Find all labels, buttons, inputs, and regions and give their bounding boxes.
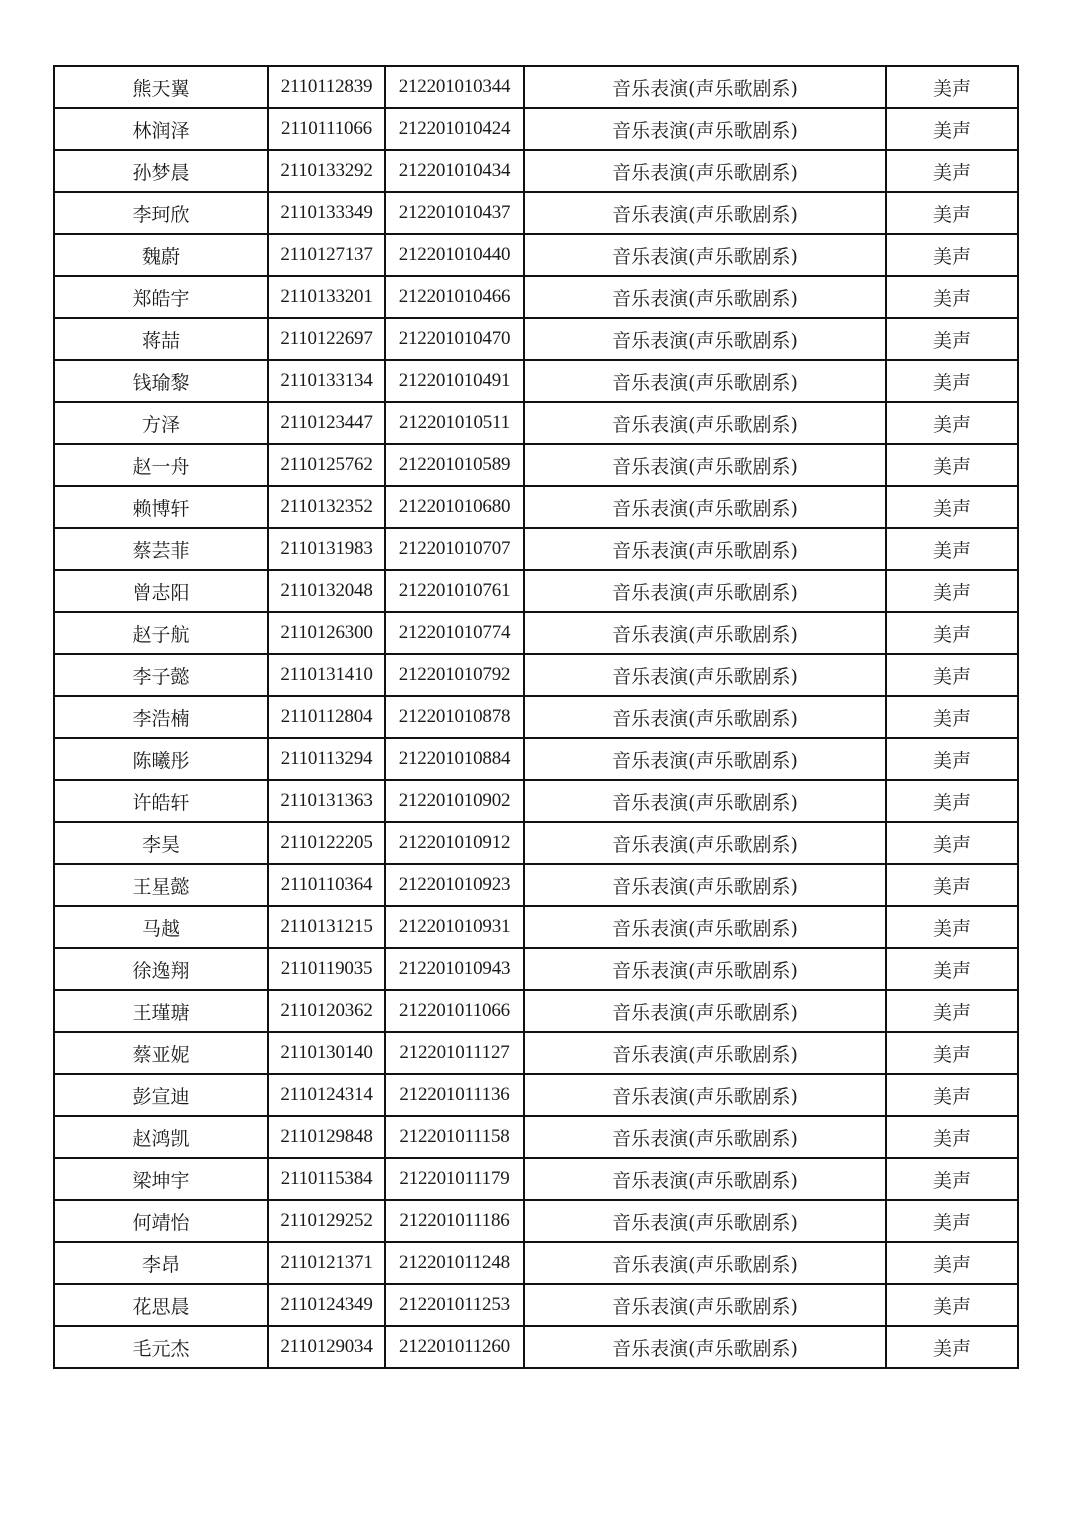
table-row — [54, 528, 1018, 570]
direction-cell: 美声 — [886, 276, 1018, 318]
direction-cell: 美声 — [886, 318, 1018, 360]
registration-number-cell: 212201010470 — [385, 318, 524, 360]
exam-number-cell: 2110132048 — [268, 570, 385, 612]
exam-number-cell: 2110133349 — [268, 192, 385, 234]
direction-cell: 美声 — [886, 696, 1018, 738]
registration-number-cell: 212201011158 — [385, 1116, 524, 1158]
roster-body — [54, 66, 1018, 1368]
major-cell: 音乐表演(声乐歌剧系) — [524, 1200, 886, 1242]
major-cell: 音乐表演(声乐歌剧系) — [524, 150, 886, 192]
exam-number-cell: 2110120362 — [268, 990, 385, 1032]
exam-number-cell: 2110132352 — [268, 486, 385, 528]
direction-cell: 美声 — [886, 612, 1018, 654]
major-cell: 音乐表演(声乐歌剧系) — [524, 486, 886, 528]
direction-cell: 美声 — [886, 1074, 1018, 1116]
major-cell: 音乐表演(声乐歌剧系) — [524, 864, 886, 906]
exam-number-cell: 2110110364 — [268, 864, 385, 906]
exam-number-cell: 2110127137 — [268, 234, 385, 276]
direction-cell: 美声 — [886, 780, 1018, 822]
table-row — [54, 1032, 1018, 1074]
direction-cell: 美声 — [886, 864, 1018, 906]
major-cell: 音乐表演(声乐歌剧系) — [524, 192, 886, 234]
exam-number-cell: 2110115384 — [268, 1158, 385, 1200]
major-cell: 音乐表演(声乐歌剧系) — [524, 738, 886, 780]
exam-number-cell: 2110129034 — [268, 1326, 385, 1368]
exam-number-cell: 2110124314 — [268, 1074, 385, 1116]
registration-number-cell: 212201010589 — [385, 444, 524, 486]
table-row — [54, 1116, 1018, 1158]
exam-number-cell: 2110123447 — [268, 402, 385, 444]
direction-cell: 美声 — [886, 822, 1018, 864]
exam-number-cell: 2110131215 — [268, 906, 385, 948]
student-name-cell: 蔡芸菲 — [54, 528, 268, 570]
table-row — [54, 192, 1018, 234]
major-cell: 音乐表演(声乐歌剧系) — [524, 948, 886, 990]
major-cell: 音乐表演(声乐歌剧系) — [524, 1284, 886, 1326]
direction-cell: 美声 — [886, 66, 1018, 108]
registration-number-cell: 212201011253 — [385, 1284, 524, 1326]
student-name-cell: 陈曦彤 — [54, 738, 268, 780]
direction-cell: 美声 — [886, 192, 1018, 234]
exam-number-cell: 2110124349 — [268, 1284, 385, 1326]
registration-number-cell: 212201010902 — [385, 780, 524, 822]
direction-cell: 美声 — [886, 402, 1018, 444]
table-row — [54, 570, 1018, 612]
direction-cell: 美声 — [886, 570, 1018, 612]
student-name-cell: 李昊 — [54, 822, 268, 864]
direction-cell: 美声 — [886, 990, 1018, 1032]
student-name-cell: 梁坤宇 — [54, 1158, 268, 1200]
registration-number-cell: 212201010707 — [385, 528, 524, 570]
exam-number-cell: 2110121371 — [268, 1242, 385, 1284]
student-name-cell: 钱瑜黎 — [54, 360, 268, 402]
exam-number-cell: 2110131363 — [268, 780, 385, 822]
registration-number-cell: 212201010466 — [385, 276, 524, 318]
student-name-cell: 花思晨 — [54, 1284, 268, 1326]
direction-cell: 美声 — [886, 150, 1018, 192]
registration-number-cell: 212201010680 — [385, 486, 524, 528]
registration-number-cell: 212201011260 — [385, 1326, 524, 1368]
major-cell: 音乐表演(声乐歌剧系) — [524, 360, 886, 402]
registration-number-cell: 212201010923 — [385, 864, 524, 906]
student-name-cell: 毛元杰 — [54, 1326, 268, 1368]
student-name-cell: 蒋喆 — [54, 318, 268, 360]
table-row — [54, 612, 1018, 654]
major-cell: 音乐表演(声乐歌剧系) — [524, 612, 886, 654]
direction-cell: 美声 — [886, 444, 1018, 486]
student-name-cell: 赵一舟 — [54, 444, 268, 486]
major-cell: 音乐表演(声乐歌剧系) — [524, 696, 886, 738]
table-row — [54, 990, 1018, 1032]
student-name-cell: 王瑾瑭 — [54, 990, 268, 1032]
student-name-cell: 许皓轩 — [54, 780, 268, 822]
direction-cell: 美声 — [886, 1158, 1018, 1200]
registration-number-cell: 212201011066 — [385, 990, 524, 1032]
major-cell: 音乐表演(声乐歌剧系) — [524, 444, 886, 486]
student-name-cell: 孙梦晨 — [54, 150, 268, 192]
table-row — [54, 1158, 1018, 1200]
major-cell: 音乐表演(声乐歌剧系) — [524, 1242, 886, 1284]
table-row — [54, 276, 1018, 318]
direction-cell: 美声 — [886, 528, 1018, 570]
direction-cell: 美声 — [886, 1284, 1018, 1326]
major-cell: 音乐表演(声乐歌剧系) — [524, 822, 886, 864]
table-row — [54, 738, 1018, 780]
registration-number-cell: 212201010424 — [385, 108, 524, 150]
exam-number-cell: 2110131983 — [268, 528, 385, 570]
registration-number-cell: 212201010912 — [385, 822, 524, 864]
registration-number-cell: 212201010884 — [385, 738, 524, 780]
registration-number-cell: 212201010943 — [385, 948, 524, 990]
direction-cell: 美声 — [886, 1326, 1018, 1368]
student-name-cell: 王星懿 — [54, 864, 268, 906]
table-row — [54, 402, 1018, 444]
table-row — [54, 444, 1018, 486]
registration-number-cell: 212201011179 — [385, 1158, 524, 1200]
exam-number-cell: 2110111066 — [268, 108, 385, 150]
exam-number-cell: 2110131410 — [268, 654, 385, 696]
major-cell: 音乐表演(声乐歌剧系) — [524, 906, 886, 948]
exam-number-cell: 2110133134 — [268, 360, 385, 402]
registration-number-cell: 212201011186 — [385, 1200, 524, 1242]
student-name-cell: 马越 — [54, 906, 268, 948]
registration-number-cell: 212201010437 — [385, 192, 524, 234]
student-name-cell: 彭宣迪 — [54, 1074, 268, 1116]
student-name-cell: 李浩楠 — [54, 696, 268, 738]
student-name-cell: 林润泽 — [54, 108, 268, 150]
direction-cell: 美声 — [886, 738, 1018, 780]
major-cell: 音乐表演(声乐歌剧系) — [524, 1116, 886, 1158]
table-row — [54, 360, 1018, 402]
student-name-cell: 何靖怡 — [54, 1200, 268, 1242]
student-name-cell: 蔡亚妮 — [54, 1032, 268, 1074]
major-cell: 音乐表演(声乐歌剧系) — [524, 276, 886, 318]
registration-number-cell: 212201010774 — [385, 612, 524, 654]
table-row — [54, 150, 1018, 192]
exam-number-cell: 2110133201 — [268, 276, 385, 318]
direction-cell: 美声 — [886, 1116, 1018, 1158]
table-row — [54, 1284, 1018, 1326]
student-name-cell: 郑皓宇 — [54, 276, 268, 318]
student-name-cell: 赖博轩 — [54, 486, 268, 528]
student-name-cell: 李昂 — [54, 1242, 268, 1284]
student-name-cell: 方泽 — [54, 402, 268, 444]
registration-number-cell: 212201010440 — [385, 234, 524, 276]
direction-cell: 美声 — [886, 906, 1018, 948]
student-name-cell: 曾志阳 — [54, 570, 268, 612]
student-name-cell: 赵子航 — [54, 612, 268, 654]
table-row — [54, 66, 1018, 108]
roster-table — [53, 65, 1019, 1369]
major-cell: 音乐表演(声乐歌剧系) — [524, 66, 886, 108]
table-row — [54, 1326, 1018, 1368]
direction-cell: 美声 — [886, 486, 1018, 528]
registration-number-cell: 212201010878 — [385, 696, 524, 738]
table-row — [54, 1242, 1018, 1284]
exam-number-cell: 2110119035 — [268, 948, 385, 990]
direction-cell: 美声 — [886, 108, 1018, 150]
major-cell: 音乐表演(声乐歌剧系) — [524, 402, 886, 444]
major-cell: 音乐表演(声乐歌剧系) — [524, 1032, 886, 1074]
major-cell: 音乐表演(声乐歌剧系) — [524, 234, 886, 276]
table-row — [54, 234, 1018, 276]
table-row — [54, 906, 1018, 948]
direction-cell: 美声 — [886, 360, 1018, 402]
student-name-cell: 李珂欣 — [54, 192, 268, 234]
table-row — [54, 696, 1018, 738]
registration-number-cell: 212201010931 — [385, 906, 524, 948]
direction-cell: 美声 — [886, 234, 1018, 276]
registration-number-cell: 212201010344 — [385, 66, 524, 108]
registration-number-cell: 212201010792 — [385, 654, 524, 696]
student-name-cell: 赵鸿凯 — [54, 1116, 268, 1158]
student-name-cell: 徐逸翔 — [54, 948, 268, 990]
major-cell: 音乐表演(声乐歌剧系) — [524, 528, 886, 570]
direction-cell: 美声 — [886, 948, 1018, 990]
registration-number-cell: 212201011136 — [385, 1074, 524, 1116]
table-row — [54, 1200, 1018, 1242]
exam-number-cell: 2110130140 — [268, 1032, 385, 1074]
table-row — [54, 1074, 1018, 1116]
table-row — [54, 780, 1018, 822]
exam-number-cell: 2110112839 — [268, 66, 385, 108]
registration-number-cell: 212201010761 — [385, 570, 524, 612]
exam-number-cell: 2110129848 — [268, 1116, 385, 1158]
student-name-cell: 熊天翼 — [54, 66, 268, 108]
table-row — [54, 108, 1018, 150]
exam-number-cell: 2110125762 — [268, 444, 385, 486]
table-row — [54, 948, 1018, 990]
exam-number-cell: 2110126300 — [268, 612, 385, 654]
registration-number-cell: 212201010491 — [385, 360, 524, 402]
major-cell: 音乐表演(声乐歌剧系) — [524, 1326, 886, 1368]
student-name-cell: 魏蔚 — [54, 234, 268, 276]
direction-cell: 美声 — [886, 1200, 1018, 1242]
table-row — [54, 864, 1018, 906]
major-cell: 音乐表演(声乐歌剧系) — [524, 780, 886, 822]
major-cell: 音乐表演(声乐歌剧系) — [524, 318, 886, 360]
major-cell: 音乐表演(声乐歌剧系) — [524, 1158, 886, 1200]
major-cell: 音乐表演(声乐歌剧系) — [524, 990, 886, 1032]
table-row — [54, 486, 1018, 528]
registration-number-cell: 212201010434 — [385, 150, 524, 192]
exam-number-cell: 2110112804 — [268, 696, 385, 738]
major-cell: 音乐表演(声乐歌剧系) — [524, 108, 886, 150]
exam-number-cell: 2110129252 — [268, 1200, 385, 1242]
major-cell: 音乐表演(声乐歌剧系) — [524, 570, 886, 612]
exam-number-cell: 2110113294 — [268, 738, 385, 780]
exam-number-cell: 2110122205 — [268, 822, 385, 864]
direction-cell: 美声 — [886, 1242, 1018, 1284]
direction-cell: 美声 — [886, 1032, 1018, 1074]
exam-number-cell: 2110122697 — [268, 318, 385, 360]
major-cell: 音乐表演(声乐歌剧系) — [524, 1074, 886, 1116]
table-row — [54, 822, 1018, 864]
table-row — [54, 318, 1018, 360]
registration-number-cell: 212201011127 — [385, 1032, 524, 1074]
registration-number-cell: 212201011248 — [385, 1242, 524, 1284]
direction-cell: 美声 — [886, 654, 1018, 696]
registration-number-cell: 212201010511 — [385, 402, 524, 444]
table-row — [54, 654, 1018, 696]
major-cell: 音乐表演(声乐歌剧系) — [524, 654, 886, 696]
exam-number-cell: 2110133292 — [268, 150, 385, 192]
student-name-cell: 李子懿 — [54, 654, 268, 696]
